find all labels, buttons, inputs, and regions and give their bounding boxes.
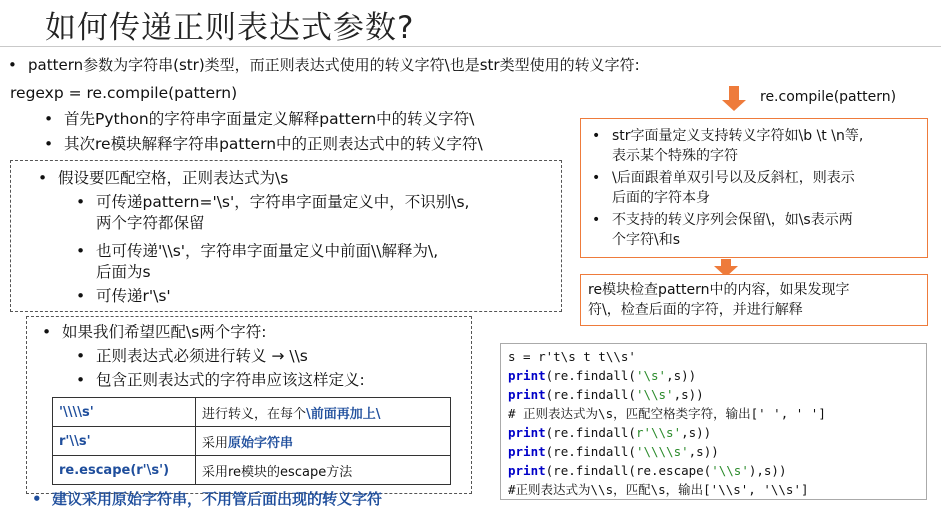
str-rule-3-cont: 个字符\和s xyxy=(612,232,681,248)
regexp-line: regexp = re.compile(pattern) xyxy=(10,84,238,102)
table-cell-code: '\\\\s' xyxy=(53,398,196,427)
intro-text: • pattern参数为字符串(str)类型，而正则表达式使用的转义字符\也是str类型使用的转义字符: xyxy=(28,55,640,75)
str-rule-2-cont: 后面的字符本身 xyxy=(612,190,710,206)
code-line-3: print(re.findall('\\s',s)) xyxy=(508,387,704,402)
str-rule-1: • str字面量定义支持转义字符如\b \t \n等, xyxy=(612,126,863,146)
str-rule-1-cont: 表示某个特殊的字符 xyxy=(612,148,738,164)
table-cell-desc: 进行转义，在每个\前面再加上\ xyxy=(196,398,451,427)
code-line-8: #正则表达式为\\s，匹配\s，输出['\\s', '\\s'] xyxy=(508,482,809,497)
code-line-4: # 正则表达式为\s，匹配空格类字符，输出[' ', ' '] xyxy=(508,406,826,421)
code-line-7: print(re.findall(re.escape('\\s'),s)) xyxy=(508,463,787,478)
box1-option-c: • 可传递r'\s' xyxy=(96,286,171,306)
re-module-text-2: 符\，检查后面的字符，并进行解释 xyxy=(588,302,803,318)
str-rule-2: • \后面跟着单双引号以及反斜杠，则表示 xyxy=(612,168,855,188)
escape-methods-table xyxy=(52,397,451,485)
table-cell-code: r'\\s' xyxy=(53,427,196,456)
box2-point-b: • 包含正则表达式的字符串应该这样定义: xyxy=(96,370,365,390)
arrow-down-icon-head xyxy=(722,100,746,111)
arrow-down-icon xyxy=(729,86,739,100)
step-1: • 首先Python的字符串字面量定义解释pattern中的转义字符\ xyxy=(64,109,474,129)
code-line-1: s = r't\s t t\\s' xyxy=(508,349,636,364)
table-row xyxy=(53,456,451,485)
page-title: 如何传递正则表达式参数? xyxy=(45,10,415,46)
compile-label: re.compile(pattern) xyxy=(760,89,897,105)
re-module-text-1: re模块检查pattern中的内容，如果发现字 xyxy=(588,282,850,298)
table-cell-desc: 采用原始字符串 xyxy=(196,427,451,456)
box1-option-a: • 可传递pattern='\s'，字符串字面量定义中，不识别\s, xyxy=(96,192,470,212)
str-rule-3: • 不支持的转义序列会保留\，如\s表示两 xyxy=(612,210,853,230)
box2-point-a: • 正则表达式必须进行转义 → \\s xyxy=(96,346,308,366)
title-divider xyxy=(0,46,941,47)
code-line-6: print(re.findall('\\\\s',s)) xyxy=(508,444,719,459)
box1-option-a-cont: 两个字符都保留 xyxy=(96,214,205,232)
advice-text: • 建议采用原始字符串，不用管后面出现的转义字符 xyxy=(52,489,382,509)
table-row xyxy=(53,427,451,456)
code-line-2: print(re.findall('\s',s)) xyxy=(508,368,697,383)
box1-option-b-cont: 后面为s xyxy=(96,263,151,281)
table-cell-desc: 采用re模块的escape方法 xyxy=(196,456,451,485)
table-cell-code: re.escape(r'\s') xyxy=(53,456,196,485)
box1-heading: • 假设要匹配空格，正则表达式为\s xyxy=(58,168,288,188)
box1-option-b: • 也可传递'\\s'，字符串字面量定义中前面\\解释为\, xyxy=(96,241,438,261)
step-2: • 其次re模块解释字符串pattern中的正则表达式中的转义字符\ xyxy=(64,134,483,154)
box2-heading: • 如果我们希望匹配\s两个字符: xyxy=(62,322,267,342)
table-row xyxy=(53,398,451,427)
code-line-5: print(re.findall(r'\\s',s)) xyxy=(508,425,712,440)
